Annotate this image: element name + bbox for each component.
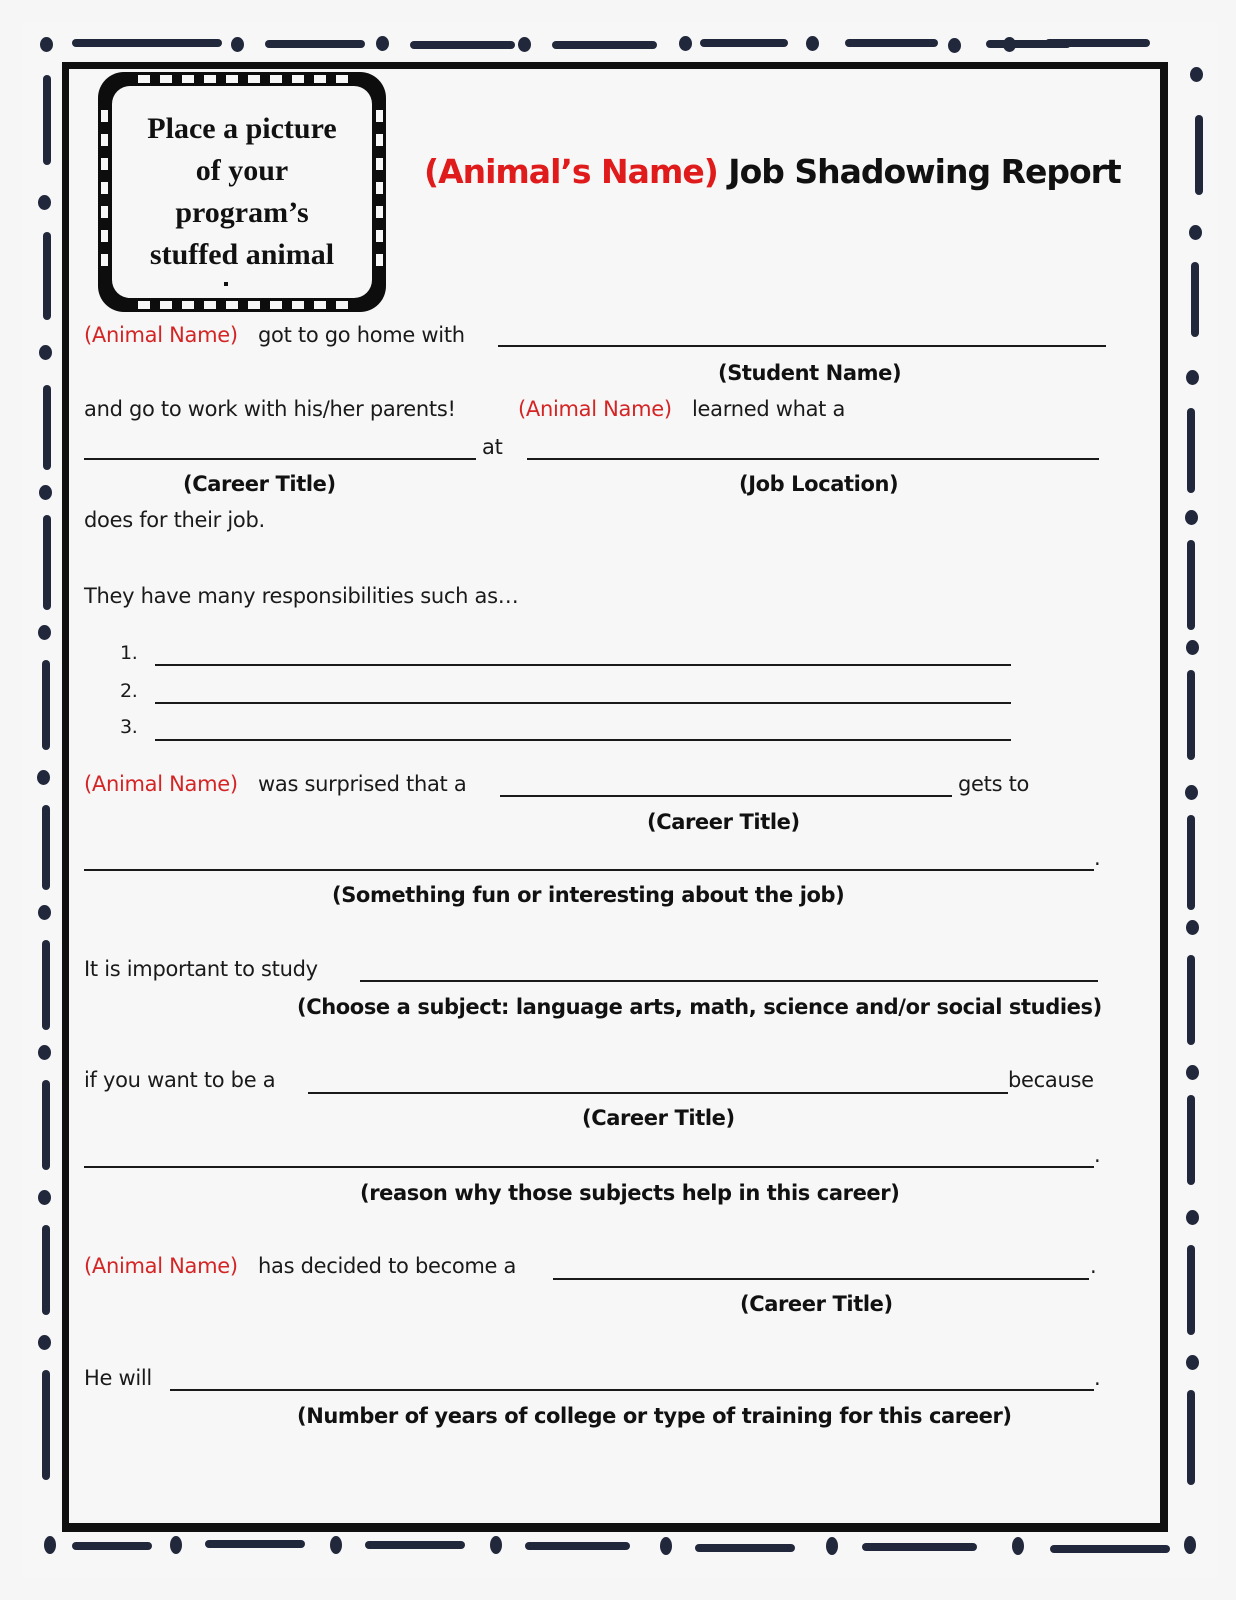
fun-fact-field[interactable] <box>84 869 1094 871</box>
sentence-text: gets to <box>958 772 1030 796</box>
student-name-field[interactable] <box>498 345 1106 347</box>
animal-name-placeholder: (Animal Name) <box>84 1254 238 1278</box>
animal-name-placeholder: (Animal Name) <box>84 323 238 347</box>
list-number: 1. <box>120 642 138 664</box>
reason-field[interactable] <box>84 1166 1094 1168</box>
sentence-text: at <box>482 435 503 459</box>
picture-placeholder[interactable] <box>98 72 386 312</box>
career-title-field[interactable] <box>84 458 476 460</box>
animal-name-placeholder: (Animal Name) <box>518 397 672 421</box>
sentence-text: He will <box>84 1366 152 1390</box>
job-location-label: (Job Location) <box>739 472 899 496</box>
sentence-text: was surprised that a <box>258 772 467 796</box>
sentence-text: and go to work with his/her parents! <box>84 397 456 421</box>
responsibilities-intro: They have many responsibilities such as… <box>84 584 519 608</box>
picture-placeholder-text <box>112 108 372 276</box>
career-title-label: (Career Title) <box>647 810 800 834</box>
stray-mark <box>224 282 228 286</box>
sentence-text: learned what a <box>692 397 846 421</box>
period: . <box>1094 1366 1101 1390</box>
subject-label: (Choose a subject: language arts, math, science and/or social studies) <box>297 995 1102 1019</box>
student-name-label: (Student Name) <box>718 361 902 385</box>
training-field[interactable] <box>170 1389 1094 1391</box>
reason-label: (reason why those subjects help in this career) <box>360 1181 900 1205</box>
fun-fact-label: (Something fun or interesting about the job) <box>332 883 845 907</box>
sentence-text: It is important to study <box>84 957 318 981</box>
period: . <box>1094 1143 1101 1167</box>
sentence-text: has decided to become a <box>258 1254 517 1278</box>
picture-placeholder-inner <box>112 86 372 298</box>
picture-text-line: of your <box>195 154 289 187</box>
sentence-text: got to go home with <box>258 323 465 347</box>
responsibility-field-3[interactable] <box>155 739 1011 741</box>
list-number: 3. <box>120 716 138 738</box>
career-title-label: (Career Title) <box>740 1292 893 1316</box>
animal-name-placeholder: (Animal Name) <box>84 772 238 796</box>
sentence-text: does for their job. <box>84 508 265 532</box>
subject-field[interactable] <box>360 980 1098 982</box>
picture-text-line: Place a picture <box>147 112 337 145</box>
career-title-field[interactable] <box>308 1092 1008 1094</box>
training-label: (Number of years of college or type of training for this career) <box>297 1404 1012 1428</box>
sentence-text: if you want to be a <box>84 1068 276 1092</box>
picture-text-line: program’s <box>175 196 309 229</box>
page-title <box>424 152 1121 191</box>
period: . <box>1094 846 1101 870</box>
job-location-field[interactable] <box>527 458 1099 460</box>
picture-text-line: stuffed animal <box>149 238 335 271</box>
title-animal-name: (Animal’s Name) <box>424 152 718 191</box>
career-title-field[interactable] <box>500 795 952 797</box>
responsibility-field-2[interactable] <box>155 702 1011 704</box>
title-report: Job Shadowing Report <box>717 152 1121 191</box>
career-title-label: (Career Title) <box>582 1106 735 1130</box>
career-title-label: (Career Title) <box>183 472 336 496</box>
list-number: 2. <box>120 680 138 702</box>
sentence-text: because <box>1008 1068 1094 1092</box>
period: . <box>1090 1254 1097 1278</box>
career-title-field[interactable] <box>553 1278 1089 1280</box>
responsibility-field-1[interactable] <box>155 664 1011 666</box>
